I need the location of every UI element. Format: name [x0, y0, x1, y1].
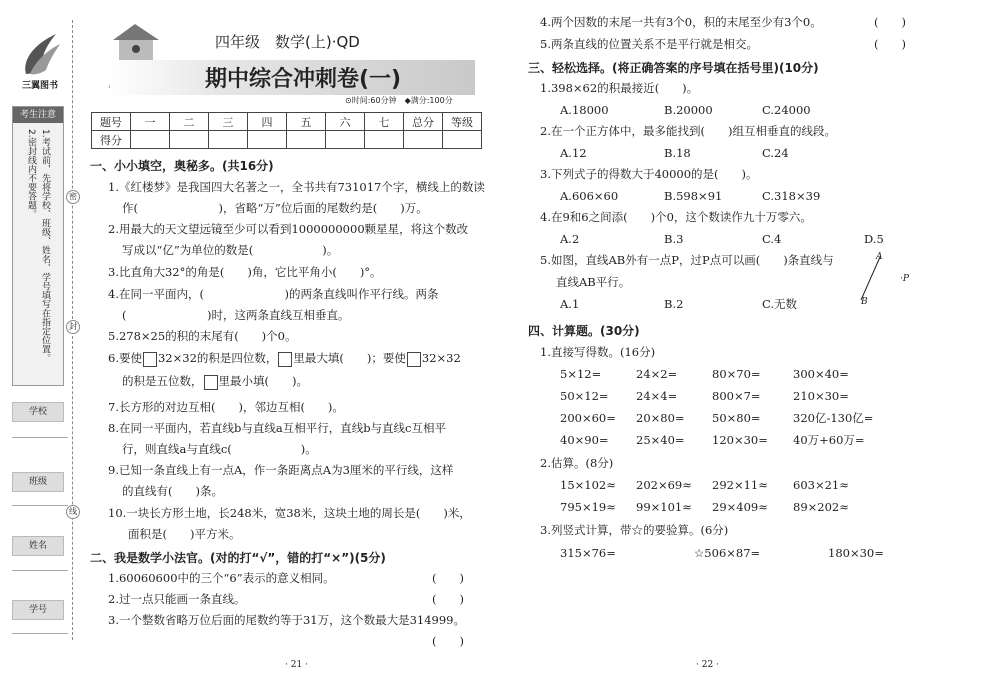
calc-item[interactable]: 50×80=: [712, 411, 761, 425]
vertical-calc-item[interactable]: ☆506×87=: [694, 546, 761, 560]
s4-part2-title: 2.估算。(8分): [540, 456, 614, 470]
s1-q6-text-a: 6.要使: [108, 351, 142, 365]
s1-q1-line1: 1.《红楼梦》是我国四大名著之一，全书共有731017个字，横线上的数读: [108, 180, 485, 194]
score-input-cell[interactable]: [170, 131, 209, 149]
s1-q6-line2: [122, 374, 308, 390]
score-input-cell[interactable]: [248, 131, 287, 149]
s3-q4-option-a[interactable]: A.2: [560, 232, 580, 246]
s1-q6-text-c: 里最大填( )；要使: [293, 351, 406, 365]
calc-item[interactable]: 80×70=: [712, 367, 761, 381]
section-1-title: 一、小小填空，奥秘多。(共16分): [90, 159, 274, 173]
score-header-cell: 四: [248, 113, 287, 131]
estimate-item[interactable]: 603×21≈: [793, 478, 849, 492]
field-id-label: 学号: [12, 600, 64, 620]
s2-q2: 2.过一点只能画一条直线。: [108, 592, 246, 606]
s3-q2-option-a[interactable]: A.12: [560, 146, 587, 160]
score-input-cell[interactable]: [443, 131, 482, 149]
figure-label-a: A: [876, 252, 883, 262]
s3-q3: 3.下列式子的得数大于40000的是( )。: [540, 167, 758, 181]
vertical-calc-item[interactable]: 180×30=: [828, 546, 884, 560]
section-4-title: 四、计算题。(30分): [528, 324, 640, 338]
estimate-item[interactable]: 795×19≈: [560, 500, 616, 514]
s1-q10-line2: 面积是( )平方米。: [128, 527, 241, 541]
notice-item-2: 2.密封线内不要答题。: [26, 129, 36, 219]
calc-item[interactable]: 120×30=: [712, 433, 768, 447]
notice-box: [12, 106, 64, 386]
field-school-line[interactable]: [12, 437, 68, 438]
s3-q5-line1: 5.如图，直线AB外有一点P，过P点可以画( )条直线与: [540, 253, 834, 267]
field-name-line[interactable]: [12, 570, 68, 571]
s1-q5: 5.278×25的积的末尾有( )个0。: [108, 329, 297, 343]
estimate-item[interactable]: 29×409≈: [712, 500, 768, 514]
s3-q5-line2: 直线AB平行。: [556, 275, 631, 289]
score-input-cell[interactable]: [365, 131, 404, 149]
s1-q6-line1: [108, 351, 461, 367]
estimate-item[interactable]: 292×11≈: [712, 478, 768, 492]
estimate-item[interactable]: 99×101≈: [636, 500, 692, 514]
s1-q8-line2: 行，则直线a与直线c( )。: [122, 442, 317, 456]
s1-q6-text-e: 的积是五位数，: [122, 374, 203, 388]
section-3-title: 三、轻松选择。(将正确答案的序号填在括号里)(10分): [528, 61, 819, 75]
calc-item[interactable]: 5×12=: [560, 367, 602, 381]
score-header-cell: 二: [170, 113, 209, 131]
field-class-label: 班级: [12, 472, 64, 492]
score-header-cell: 题号: [92, 113, 131, 131]
s3-q3-option-c[interactable]: C.318×39: [762, 189, 821, 203]
q6-blank-box-1[interactable]: [143, 352, 157, 367]
s3-q4: 4.在9和6之间添( )个0，这个数读作九十万零六。: [540, 210, 812, 224]
s1-q3: 3.比直角大32°的角是( )角，它比平角小( )°。: [108, 265, 382, 279]
figure-label-p: ·P: [900, 274, 909, 284]
s3-q1-option-c[interactable]: C.24000: [762, 103, 811, 117]
s1-q1-line2: 作( )，省略“万”位后面的尾数约是( )万。: [122, 201, 428, 215]
calc-item[interactable]: 40×90=: [560, 433, 609, 447]
estimate-item[interactable]: 15×102≈: [560, 478, 616, 492]
vertical-calc-item[interactable]: 315×76=: [560, 546, 616, 560]
score-input-cell[interactable]: [287, 131, 326, 149]
s3-q3-option-a[interactable]: A.606×60: [560, 189, 619, 203]
notice-item-1: 1.考试前，先将学校、班级、姓名、学号填写在指定位置。: [40, 129, 50, 363]
q6-blank-box-3[interactable]: [407, 352, 421, 367]
field-name-label: 姓名: [12, 536, 64, 556]
calc-item[interactable]: 40万+60万=: [793, 433, 865, 447]
s3-q5-option-a[interactable]: A.1: [560, 297, 580, 311]
s3-q4-option-b[interactable]: B.3: [664, 232, 684, 246]
calc-item[interactable]: 24×2=: [636, 367, 678, 381]
calc-item[interactable]: 300×40=: [793, 367, 849, 381]
s1-q9-line2: 的直线有( )条。: [122, 484, 223, 498]
s2-q5: 5.两条直线的位置关系不是平行就是相交。: [540, 37, 758, 51]
calc-item[interactable]: 50×12=: [560, 389, 609, 403]
score-table-header-row: [92, 113, 482, 131]
q6-blank-box-2[interactable]: [278, 352, 292, 367]
s3-q3-option-b[interactable]: B.598×91: [664, 189, 723, 203]
s3-q1-option-a[interactable]: A.18000: [560, 103, 609, 117]
section-2-title: 二、我是数学小法官。(对的打“√”，错的打“×”)(5分): [90, 551, 386, 565]
field-class-line[interactable]: [12, 505, 68, 506]
estimate-item[interactable]: 202×69≈: [636, 478, 692, 492]
s2-q4: 4.两个因数的末尾一共有3个0，积的末尾至少有3个0。: [540, 15, 822, 29]
score-input-cell[interactable]: [326, 131, 365, 149]
s3-q1-option-b[interactable]: B.20000: [664, 103, 713, 117]
seal-mark-2: 封: [66, 320, 80, 334]
s3-q4-option-d[interactable]: D.5: [864, 232, 884, 246]
seal-mark-1: 密: [66, 190, 80, 204]
s2-q3: 3.一个整数省略万位后面的尾数约等于31万，这个数最大是314999。: [108, 613, 466, 627]
calc-item[interactable]: 210×30=: [793, 389, 849, 403]
score-header-cell: 总分: [404, 113, 443, 131]
score-input-cell[interactable]: [209, 131, 248, 149]
score-header-cell: 等级: [443, 113, 482, 131]
s1-q9-line1: 9.已知一条直线上有一点A，作一条距离点A为3厘米的平行线，这样: [108, 463, 454, 477]
s1-q2-line1: 2.用最大的天文望远镜至少可以看到1000000000颗星星，将这个数改: [108, 222, 469, 236]
s3-q2-option-b[interactable]: B.18: [664, 146, 691, 160]
s3-q4-option-c[interactable]: C.4: [762, 232, 782, 246]
figure-label-b: B: [861, 297, 868, 307]
s3-q1: 1.398×62的积最接近( )。: [540, 81, 699, 95]
field-id-line[interactable]: [12, 633, 68, 634]
s1-q4-line1: 4.在同一平面内，( )的两条直线叫作平行线。两条: [108, 287, 439, 301]
s4-part3-title: 3.列竖式计算，带☆的要验算。(6分): [540, 523, 729, 537]
s3-q2: 2.在一个正方体中，最多能找到( )组互相垂直的线段。: [540, 124, 836, 138]
page-number-right: · 22 ·: [696, 660, 719, 670]
score-header-cell: 三: [209, 113, 248, 131]
s1-q6-text-b: 32×32的积是四位数，: [157, 351, 278, 365]
s3-q5-option-c[interactable]: C.无数: [762, 297, 798, 311]
calc-item[interactable]: 24×4=: [636, 389, 678, 403]
score-table: [91, 112, 482, 149]
grade-subtitle: 四年级 数学(上)·QD: [215, 33, 360, 51]
s2-q3-answer[interactable]: ( ): [432, 634, 464, 648]
calc-item[interactable]: 800×7=: [712, 389, 761, 403]
brand-name: 三翼图书: [21, 81, 58, 91]
s1-q2-line2: 写成以“亿”为单位的数是( )。: [122, 243, 339, 257]
s4-part1-title: 1.直接写得数。(16分): [540, 345, 656, 359]
seal-mark-3: 线: [66, 505, 80, 519]
exam-time-info: ⊙时间:60分钟 ◆满分:100分: [345, 96, 453, 105]
score-header-cell: 五: [287, 113, 326, 131]
score-header-cell: 六: [326, 113, 365, 131]
calc-item[interactable]: 320亿-130亿=: [793, 411, 874, 425]
q6-blank-box-4[interactable]: [204, 375, 218, 390]
estimate-item[interactable]: 89×202≈: [793, 500, 849, 514]
calc-item[interactable]: 200×60=: [560, 411, 616, 425]
s1-q6-text-f: 里最小填( )。: [218, 374, 308, 388]
s1-q6-text-d: 32×32: [421, 351, 461, 365]
score-input-cell[interactable]: [131, 131, 170, 149]
brand-logo: [12, 30, 68, 90]
s1-q8-line1: 8.在同一平面内，若直线b与直线a互相平行，直线b与直线c互相平: [108, 421, 446, 435]
score-row-label: 得分: [92, 131, 131, 149]
s1-q4-line2: ( )时，这两条直线互相垂直。: [122, 308, 350, 322]
s3-q2-option-c[interactable]: C.24: [762, 146, 789, 160]
calc-item[interactable]: 25×40=: [636, 433, 685, 447]
s1-q10-line1: 10.一块长方形土地，长248米，宽38米，这块土地的周长是( )米，: [108, 506, 471, 520]
score-header-cell: 七: [365, 113, 404, 131]
score-table-score-row: [92, 131, 482, 149]
s2-q2-answer[interactable]: ( ): [432, 592, 464, 606]
s2-q1-answer[interactable]: ( ): [432, 571, 464, 585]
page-number-left: · 21 ·: [285, 660, 308, 670]
page-title: 期中综合冲刺卷(一): [205, 67, 402, 92]
score-header-cell: 一: [131, 113, 170, 131]
s2-q5-answer[interactable]: ( ): [874, 37, 906, 51]
s1-q7: 7.长方形的对边互相( )，邻边互相( )。: [108, 400, 344, 414]
s3-q5-option-b[interactable]: B.2: [664, 297, 684, 311]
score-input-cell[interactable]: [404, 131, 443, 149]
s2-q4-answer[interactable]: ( ): [874, 15, 906, 29]
s2-q1: 1.60060600中的三个“6”表示的意义相同。: [108, 571, 335, 585]
calc-item[interactable]: 20×80=: [636, 411, 685, 425]
notice-title: 考生注意: [13, 107, 63, 123]
field-school-label: 学校: [12, 402, 64, 422]
